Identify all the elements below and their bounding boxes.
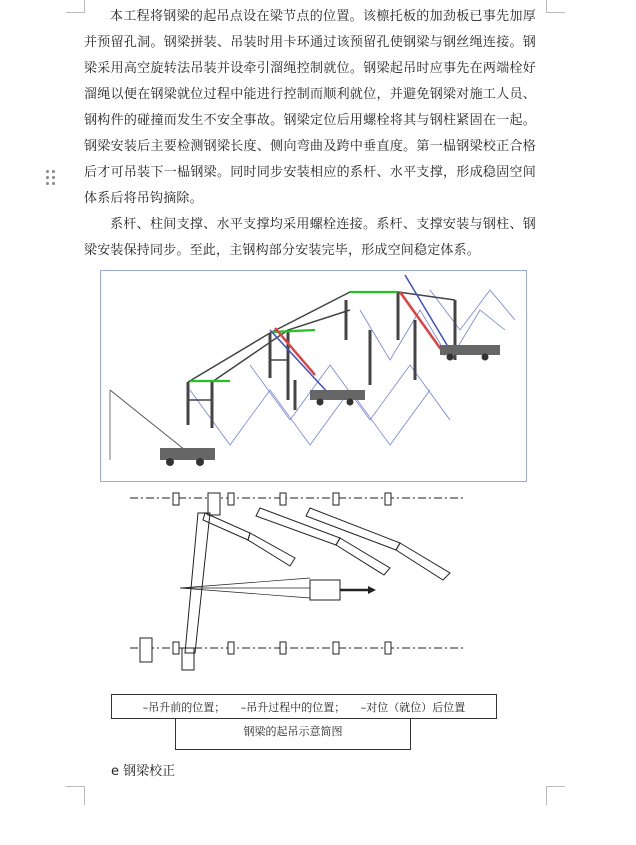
legend-item: –吊升过程中的位置； xyxy=(240,701,346,714)
drag-handle-icon[interactable] xyxy=(46,170,56,188)
axis-lines xyxy=(130,498,465,648)
figure-caption: 钢梁的起吊示意简图 xyxy=(175,718,411,750)
legend-item: –吊升前的位置； xyxy=(142,701,226,714)
page-corner-mark xyxy=(66,786,85,805)
legend-item: –对位（就位）后位置 xyxy=(360,701,466,714)
body-paragraph: 本工程将钢梁的起吊点设在梁节点的位置。该檩托板的加劲板已事先加厚并预留孔洞。钢梁拼装、吊装时用卡环通过该预留孔使钢梁与钢丝绳连接。钢梁采用高空旋转法吊装并设牵引溜绳控制就位。钢梁起吊时应事先在两端栓好溜绳以便在钢梁就位过程中能进行控制而顺利就位，并避免钢梁对施工人员、钢构件的碰撞而发生不安全事故。钢梁定位后用螺栓将其与钢柱紧固在一起。钢梁安装后主要检测钢梁长度、侧向弯曲及跨中垂直度。第一榀钢梁校正合格后才可吊装下一榀钢梁。同时同步安装相应的系杆、水平支撑，形成稳固空间体系后将吊钩摘除。 xyxy=(84,9,536,206)
section-heading: e 钢梁校正 xyxy=(111,764,176,779)
crane-body xyxy=(310,580,340,600)
sling-lines xyxy=(180,578,310,598)
page-corner-mark xyxy=(546,786,565,805)
body-paragraph: 系杆、柱间支撑、水平支撑均采用螺栓连接。系杆、支撑安装与钢柱、钢梁安装保持同步。至此，主钢构部分安装完毕，形成空间稳定体系。 xyxy=(84,217,536,258)
lifting-plan-diagram xyxy=(110,488,510,688)
figure-legend xyxy=(111,694,497,719)
steel-erection-3d-figure xyxy=(100,270,527,482)
page-corner-mark xyxy=(546,0,565,13)
page-corner-mark xyxy=(66,0,85,13)
